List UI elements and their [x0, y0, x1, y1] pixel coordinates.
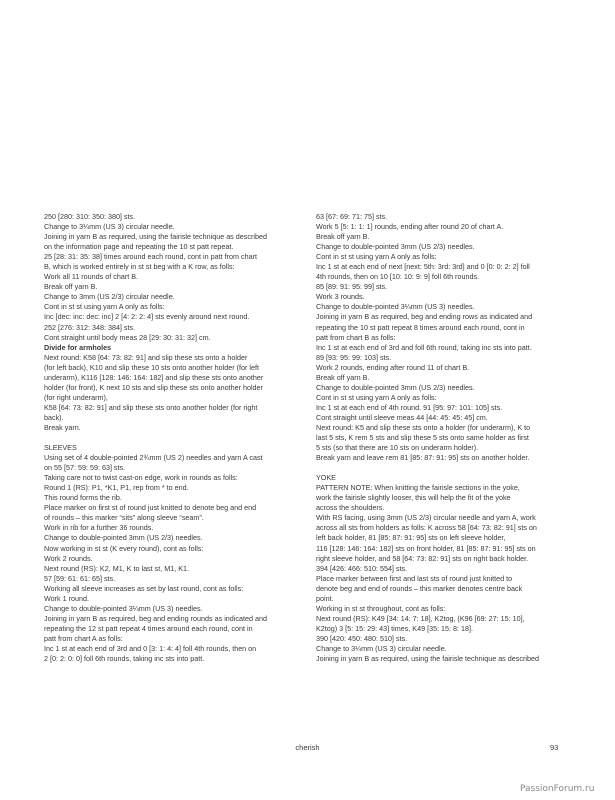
text-line: Work 2 rounds, ending after round 11 of chart B.	[316, 362, 470, 372]
text-line: Next round (RS): K2, M1, K to last st, M1, K1.	[44, 563, 189, 573]
text-line: repeating the 10 st patt repeat 8 times around each round, cont in	[316, 322, 525, 332]
text-line: 252 [276: 312: 348: 384] sts.	[44, 322, 136, 332]
text-line: Work in rib for a further 36 rounds.	[44, 523, 154, 533]
text-line: Break off yarn B.	[316, 372, 370, 382]
text-line: Divide for armholes	[44, 342, 112, 352]
text-line: 390 [420: 450: 480: 510] sts.	[316, 633, 408, 643]
text-line: Place marker on first st of round just knitted to denote beg and end	[44, 503, 257, 513]
text-line: back).	[44, 412, 64, 422]
text-line: 89 [93: 95: 99: 103] sts.	[316, 352, 392, 362]
text-line: Inc 1 st at each end of 3rd and 0 [3: 1: 4: 4] foll 4th rounds, then on	[44, 643, 257, 653]
text-line: right sleeve holder, and 58 [64: 73: 82: 91] sts on right back holder.	[316, 553, 529, 563]
text-line: YOKE	[316, 473, 336, 483]
text-line: This round forms the rib.	[44, 493, 122, 503]
text-line: Change to 3¼mm (US 3) circular needle.	[316, 643, 447, 653]
text-line: Round 1 (RS): P1, *K1, P1, rep from * to end.	[44, 483, 189, 493]
text-line: across all sts from holders as folls: K across 58 [64: 73: 82: 91] sts on	[316, 523, 537, 533]
text-line: Inc 1 st at each end of 3rd and foll 6th round, taking inc sts into patt.	[316, 342, 532, 352]
text-line: With RS facing, using 3mm (US 2/3) circular needle and yarn A, work	[316, 513, 536, 523]
text-line: Change to double-pointed 3mm (US 2/3) needles.	[44, 533, 203, 543]
text-line: Change to 3mm (US 2/3) circular needle.	[44, 292, 175, 302]
text-line: 394 [426: 466: 510: 554] sts.	[316, 563, 408, 573]
text-line: Cont in st st using yarn A only as folls:	[316, 252, 437, 262]
text-line: (for left back), K10 and slip these 10 sts onto another holder (for left	[44, 362, 259, 372]
text-line: Inc 1 st at each end of 4th round. 91 [95: 97: 101: 105] sts.	[316, 402, 503, 412]
text-line: Inc [dec: inc: dec: inc] 2 [4: 2: 2: 4] sts evenly around next round.	[44, 312, 250, 322]
text-line: Work 2 rounds.	[44, 553, 93, 563]
text-line: holder (for front), K next 10 sts and slip these sts onto another holder	[44, 382, 263, 392]
text-line: Cont straight until sleeve meas 44 [44: 45: 45: 45] cm.	[316, 412, 488, 422]
text-line: Cont in st st using yarn A only as folls:	[316, 392, 437, 402]
text-line: Working all sleeve increases as set by last round, cont as folls:	[44, 583, 244, 593]
left-column	[44, 212, 306, 664]
watermark: PassionForum.ru	[520, 784, 595, 794]
text-line: Work 3 rounds.	[316, 292, 365, 302]
spacer	[316, 463, 574, 473]
text-line: Cont straight until body meas 28 [29: 30: 31: 32] cm.	[44, 332, 211, 342]
text-line: 250 [280: 310: 350: 380] sts.	[44, 212, 136, 221]
text-line: repeating the 12 st patt repeat 4 times around each round, cont in	[44, 623, 253, 633]
text-line: Work 1 round.	[44, 593, 90, 603]
text-line: Work all 11 rounds of chart B.	[44, 272, 139, 282]
text-line: 85 [89: 91: 95: 99] sts.	[316, 282, 388, 292]
right-column	[316, 212, 574, 664]
text-line: Using set of 4 double-pointed 2¾mm (US 2) needles and yarn A cast	[44, 453, 263, 463]
text-line: Joining in yarn B as required, using the fairisle technique as described	[44, 232, 267, 242]
text-line: K58 [64: 73: 82: 91] and slip these sts onto another holder (for right	[44, 402, 258, 412]
text-line: on 55 [57: 59: 59: 63] sts.	[44, 463, 126, 473]
text-line: 116 [128: 146: 164: 182] sts on front holder, 81 [85: 87: 91: 95] sts on	[316, 543, 536, 553]
text-line: on the information page and repeating the 10 st patt repeat.	[44, 242, 234, 252]
text-line: point.	[316, 593, 334, 603]
text-line: Next round: K58 [64: 73: 82: 91] and slip these sts onto a holder	[44, 352, 248, 362]
page-number: 93	[550, 743, 559, 752]
text-line: 5 sts (so that there are 10 sts on underarm holder).	[316, 443, 479, 453]
text-line: Break yarn and leave rem 81 [85: 87: 91: 95] sts on another holder.	[316, 453, 530, 463]
text-line: of rounds – this marker “sits” along sleeve “seam”.	[44, 513, 204, 523]
text-line: left back holder, 81 [85: 87: 91: 95] sts on left sleeve holder,	[316, 533, 506, 543]
text-line: 25 [28: 31: 35: 38] times around each round, cont in patt from chart	[44, 252, 257, 262]
text-line: Place marker between first and last sts of round just knitted to	[316, 573, 513, 583]
text-line: Break off yarn B.	[44, 282, 98, 292]
text-line: Next round: K5 and slip these sts onto a holder (for underarm), K to	[316, 422, 531, 432]
text-line: (for right underarm),	[44, 392, 108, 402]
text-line: Inc 1 st at each end of next [next: 5th: 3rd: 3rd] and 0 [0: 0: 2: 2] foll	[316, 262, 530, 272]
text-line: Work 5 [5: 1: 1: 1] rounds, ending after round 20 of chart A.	[316, 222, 504, 232]
text-line: across the shoulders.	[316, 503, 385, 513]
text-line: last 5 sts, K rem 5 sts and slip these 5 sts onto same holder as first	[316, 433, 529, 443]
text-line: 2 [0: 2: 0: 0] foll 6th rounds, taking inc sts into patt.	[44, 654, 205, 664]
text-line: Taking care not to twist cast-on edge, work in rounds as folls:	[44, 473, 238, 483]
text-line: Change to double-pointed 3mm (US 2/3) needles.	[316, 242, 475, 252]
text-line: Change to 3¼mm (US 3) circular needle.	[44, 222, 175, 232]
text-line: Break off yarn B.	[316, 232, 370, 242]
text-line: 57 [59: 61: 61: 65] sts.	[44, 573, 116, 583]
text-line: 63 [67: 69: 71: 75] sts.	[316, 212, 388, 221]
text-line: underarm), K116 [128: 146: 164: 182] and slip these sts onto another	[44, 372, 264, 382]
text-line: PATTERN NOTE: When knitting the fairisle sections in the yoke,	[316, 483, 520, 493]
text-line: patt from chart B as folls:	[316, 332, 396, 342]
text-line: work the fairisle slightly looser, this will help the fit of the yoke	[316, 493, 511, 503]
spacer	[44, 433, 306, 443]
text-line: Change to double-pointed 3¼mm (US 3) needles.	[44, 603, 203, 613]
text-line: K2tog) 3 [5: 15: 29: 43] times, K49 [35: 15: 8: 18].	[316, 623, 474, 633]
text-line: Change to double-pointed 3mm (US 2/3) needles.	[316, 382, 475, 392]
text-line: Joining in yarn B as required, beg and ending rounds as indicated and	[44, 613, 267, 623]
text-line: Working in st st throughout, cont as folls:	[316, 603, 446, 613]
text-line: Joining in yarn B as required, beg and ending rows as indicated and	[316, 312, 533, 322]
text-line: Now working in st st (K every round), cont as folls:	[44, 543, 204, 553]
text-line: SLEEVES	[44, 443, 77, 453]
text-line: Cont in st st using yarn A only as folls:	[44, 302, 165, 312]
text-line: 4th rounds, then on 10 [10: 10: 9: 9] foll 6th rounds.	[316, 272, 480, 282]
text-line: B, which is worked entirely in st st beg with a K row, as folls:	[44, 262, 235, 272]
text-line: Next round (RS): K49 [34: 14: 7: 18], K2tog, (K96 [69: 27: 15: 10],	[316, 613, 525, 623]
footer-title: cherish	[295, 743, 320, 752]
text-line: patt from chart A as folls:	[44, 633, 123, 643]
text-line: Joining in yarn B as required, using the fairisle technique as described	[316, 654, 539, 664]
text-line: denote beg and end of rounds – this marker denotes centre back	[316, 583, 523, 593]
text-line: Change to double-pointed 3¼mm (US 3) needles.	[316, 302, 475, 312]
text-line: Break yarn.	[44, 422, 81, 432]
